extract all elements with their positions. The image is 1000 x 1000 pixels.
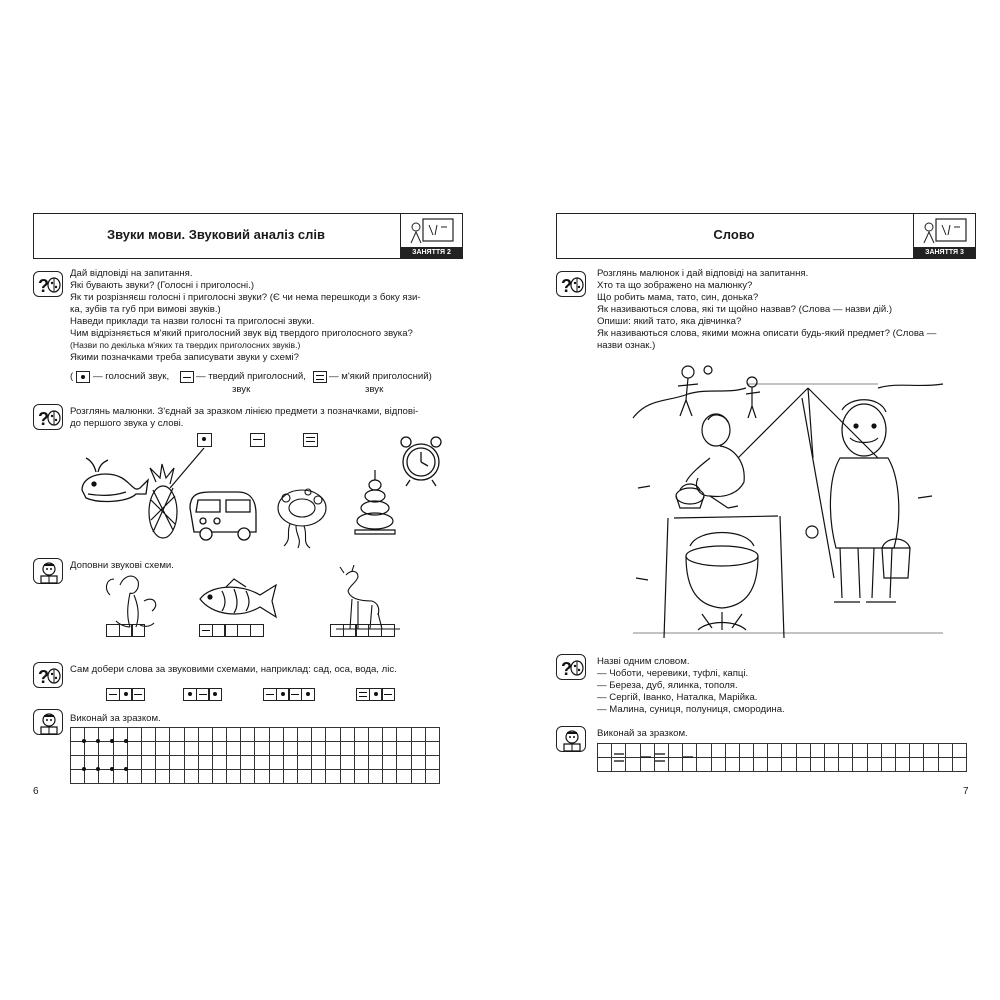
vowel-symbol-icon	[301, 688, 315, 701]
grid-cell[interactable]	[754, 758, 768, 772]
text-line: Опиши: який тато, яка дівчинка?	[597, 316, 742, 327]
right-title-box	[556, 213, 976, 259]
grid-cell[interactable]	[411, 728, 425, 742]
grid-cell[interactable]	[711, 758, 725, 772]
grid-cell[interactable]	[255, 742, 269, 756]
text-line: — Сергій, Іванко, Наталка, Марійка.	[597, 692, 758, 703]
text-line: ка, зубів та губ при вимові звуків.)	[70, 304, 221, 315]
grid-cell[interactable]	[156, 742, 170, 756]
grid-cell[interactable]	[867, 744, 881, 758]
soft-consonant-symbol-icon	[313, 371, 327, 383]
scheme-crayfish	[107, 624, 145, 637]
grid-cell[interactable]	[227, 756, 241, 770]
text-line: — Малина, суниця, полуниця, смородина.	[597, 704, 785, 715]
grid-cell[interactable]	[853, 758, 867, 772]
scheme-3	[264, 688, 315, 701]
grid-cell[interactable]	[853, 744, 867, 758]
grid-cell[interactable]	[212, 770, 226, 784]
text-line: Якими позначками треба записувати звуки у схемі?	[70, 352, 300, 363]
text-line: Назві одним словом.	[597, 656, 690, 667]
svg-text:?: ?	[38, 276, 49, 296]
lesson-badge	[913, 214, 975, 258]
grid-cell[interactable]	[340, 756, 354, 770]
text-line: Як називаються слова, якими можна описати будь-який предмет? (Слова —	[597, 328, 937, 339]
grid-cell[interactable]	[312, 742, 326, 756]
grid-cell[interactable]	[895, 758, 909, 772]
grid-cell[interactable]	[397, 770, 411, 784]
grid-cell[interactable]	[156, 756, 170, 770]
grid-cell[interactable]	[312, 770, 326, 784]
svg-text:?: ?	[38, 409, 49, 429]
text-line: Які бувають звуки? (Голосні і приголосні.)	[70, 280, 255, 291]
grid-cell[interactable]	[938, 744, 952, 758]
boy-reading-icon	[556, 726, 586, 752]
grid-cell[interactable]	[697, 758, 711, 772]
grid-cell[interactable]	[425, 770, 439, 784]
lesson-picture-icon	[407, 217, 457, 245]
grid-cell[interactable]	[198, 770, 212, 784]
lesson-badge	[400, 214, 462, 258]
grid-cell[interactable]	[711, 744, 725, 758]
grid-cell[interactable]	[867, 758, 881, 772]
text-line: — Береза, дуб, ялинка, тополя.	[597, 680, 738, 691]
grid-cell[interactable]	[796, 758, 810, 772]
grid-cell[interactable]	[782, 744, 796, 758]
grid-cell[interactable]	[425, 756, 439, 770]
legend-soft-1: — м'який приголосний)	[329, 371, 432, 382]
grid-cell[interactable]	[283, 756, 297, 770]
text-line: Наведи приклади та назви голосні та приголосні звуки.	[70, 316, 315, 327]
task2-pictures	[70, 430, 460, 550]
empty-sound-cell[interactable]	[131, 624, 145, 637]
grid-cell[interactable]	[326, 770, 340, 784]
text-line: Виконай за зразком.	[70, 713, 161, 724]
empty-sound-cell[interactable]	[250, 624, 264, 637]
grid-cell[interactable]	[269, 770, 283, 784]
lesson-label: ЗАНЯТТЯ 3	[914, 247, 975, 258]
grid-cell[interactable]	[170, 742, 184, 756]
pyramid-toy-picture	[355, 470, 395, 534]
empty-sound-cell[interactable]	[381, 624, 395, 637]
grid-cell[interactable]	[283, 728, 297, 742]
grid-cell[interactable]	[354, 770, 368, 784]
grid-cell[interactable]	[825, 758, 839, 772]
grid-cell[interactable]	[212, 756, 226, 770]
question-ladybug-icon	[33, 662, 63, 688]
legend-open-paren: (	[70, 371, 74, 382]
grid-cell[interactable]	[411, 742, 425, 756]
text-line: — Чоботи, черевики, туфлі, капці.	[597, 668, 749, 679]
grid-cell[interactable]	[170, 728, 184, 742]
pineapple-picture	[149, 464, 177, 538]
lesson-label: ЗАНЯТТЯ 2	[401, 247, 462, 258]
hard-consonant-symbol-icon	[180, 371, 194, 383]
grid-cell[interactable]	[810, 758, 824, 772]
grid-cell[interactable]	[255, 770, 269, 784]
grid-cell[interactable]	[269, 742, 283, 756]
grid-cell[interactable]	[255, 756, 269, 770]
grid-cell[interactable]	[697, 744, 711, 758]
text-line: Дай відповіді на запитання.	[70, 268, 193, 279]
grid-cell[interactable]	[768, 758, 782, 772]
legend-soft-2: звук	[365, 384, 384, 395]
grid-cell[interactable]	[298, 742, 312, 756]
grid-cell[interactable]	[411, 770, 425, 784]
grid-cell[interactable]	[839, 744, 853, 758]
svg-text:?: ?	[561, 276, 572, 296]
grid-cell[interactable]	[241, 770, 255, 784]
grid-cell[interactable]	[383, 756, 397, 770]
left-title-box	[33, 213, 463, 259]
grid-cell[interactable]	[924, 758, 938, 772]
grid-cell[interactable]	[425, 742, 439, 756]
grid-cell[interactable]	[739, 744, 753, 758]
grid-cell[interactable]	[368, 756, 382, 770]
grid-cell[interactable]	[383, 742, 397, 756]
page-number: 6	[33, 786, 39, 797]
text-line: Сам добери слова за звуковими схемами, наприклад: сад, оса, вода, ліс.	[70, 664, 397, 675]
grid-cell[interactable]	[782, 758, 796, 772]
grid-cell[interactable]	[241, 756, 255, 770]
grid-cell[interactable]	[283, 770, 297, 784]
grid-cell[interactable]	[354, 728, 368, 742]
grid-cell[interactable]	[354, 742, 368, 756]
grid-cell[interactable]	[924, 744, 938, 758]
page-title: Слово	[713, 227, 755, 242]
text-line: Як ти розрізняєш голосні і приголосні звуки? (Є чи нема перешкоди з боку язи-	[70, 292, 421, 303]
whale-picture	[82, 458, 148, 501]
grid-cell[interactable]	[725, 744, 739, 758]
grid-cell[interactable]	[198, 756, 212, 770]
grid-cell[interactable]	[170, 770, 184, 784]
grid-cell[interactable]	[397, 728, 411, 742]
fish-picture	[200, 579, 276, 617]
boy-reading-icon	[33, 709, 63, 735]
grid-cell[interactable]	[184, 728, 198, 742]
grid-cell[interactable]	[825, 744, 839, 758]
grid-cell[interactable]	[340, 742, 354, 756]
grid-cell[interactable]	[368, 770, 382, 784]
question-ladybug-icon	[556, 271, 586, 297]
grid-cell[interactable]	[739, 758, 753, 772]
grid-cell[interactable]	[312, 728, 326, 742]
grid-cell[interactable]	[326, 756, 340, 770]
grid-cell[interactable]	[754, 744, 768, 758]
family-camping-scene-picture	[628, 358, 948, 643]
scheme-1	[107, 688, 145, 701]
svg-text:?: ?	[38, 667, 49, 687]
grid-cell[interactable]	[952, 758, 966, 772]
question-ladybug-icon	[556, 654, 586, 680]
grid-cell[interactable]	[895, 744, 909, 758]
grid-cell[interactable]	[881, 744, 895, 758]
grid-cell[interactable]	[368, 742, 382, 756]
grid-cell[interactable]	[156, 728, 170, 742]
grid-cell[interactable]	[184, 770, 198, 784]
question-ladybug-icon	[33, 271, 63, 297]
text-line: Доповни звукові схеми.	[70, 560, 174, 571]
svg-text:?: ?	[561, 659, 572, 679]
grid-cell[interactable]	[340, 770, 354, 784]
grid-cell[interactable]	[298, 728, 312, 742]
vowel-symbol-icon	[76, 371, 90, 383]
grid-cell[interactable]	[397, 742, 411, 756]
grid-cell[interactable]	[383, 770, 397, 784]
page-title: Звуки мови. Звуковий аналіз слів	[107, 227, 325, 242]
scheme-fish	[200, 624, 264, 637]
legend-hard-1: — твердий приголосний,	[196, 371, 306, 382]
text-line: Розглянь малюнок і дай відповіді на запитання.	[597, 268, 809, 279]
text-line: Що робить мама, тато, син, донька?	[597, 292, 759, 303]
grid-cell[interactable]	[255, 728, 269, 742]
sample-connecting-line	[170, 448, 204, 488]
grid-cell[interactable]	[326, 728, 340, 742]
grid-cell[interactable]	[881, 758, 895, 772]
grid-cell[interactable]	[397, 756, 411, 770]
lesson-picture-icon	[920, 217, 970, 245]
text-line: Хто та що зображено на малюнку?	[597, 280, 753, 291]
grid-cell[interactable]	[368, 728, 382, 742]
grid-cell[interactable]	[810, 744, 824, 758]
grid-cell[interactable]	[298, 756, 312, 770]
text-line: Розглянь малюнки. З'єднай за зразком лінією предмети з позначками, відпові-	[70, 406, 419, 417]
grid-cell[interactable]	[269, 728, 283, 742]
wreath-picture	[278, 489, 326, 548]
grid-cell[interactable]	[212, 742, 226, 756]
boy-reading-icon	[33, 558, 63, 584]
grid-cell[interactable]	[411, 756, 425, 770]
grid-cell[interactable]	[952, 744, 966, 758]
hard-consonant-symbol-icon	[131, 688, 145, 701]
question-ladybug-icon	[33, 404, 63, 430]
bus-picture	[190, 492, 256, 540]
grid-sample-dots	[70, 727, 150, 787]
grid-cell[interactable]	[184, 742, 198, 756]
text-line: до першого звука у слові.	[70, 418, 184, 429]
grid-cell[interactable]	[198, 728, 212, 742]
text-line: (Назви по декілька м'яких та твердих приголосних звуків.)	[70, 340, 301, 350]
grid-cell[interactable]	[156, 770, 170, 784]
grid-cell[interactable]	[340, 728, 354, 742]
page-number: 7	[963, 786, 969, 797]
grid-cell[interactable]	[198, 742, 212, 756]
grid-sample-marks	[597, 743, 697, 773]
right-page	[500, 0, 1000, 1000]
scheme-4	[357, 688, 395, 701]
vowel-symbol-icon	[208, 688, 222, 701]
grid-cell[interactable]	[796, 744, 810, 758]
grid-cell[interactable]	[768, 744, 782, 758]
grid-cell[interactable]	[227, 742, 241, 756]
text-line: назви ознак.)	[597, 340, 656, 351]
hard-consonant-symbol-icon	[381, 688, 395, 701]
text-line: Чим відрізняється м'який приголосний звук від твердого приголосного звука?	[70, 328, 413, 339]
grid-cell[interactable]	[170, 756, 184, 770]
grid-cell[interactable]	[910, 744, 924, 758]
scheme-fawn	[331, 624, 395, 637]
grid-cell[interactable]	[938, 758, 952, 772]
legend-hard-2: звук	[232, 384, 251, 395]
alarm-clock-picture	[401, 437, 441, 486]
grid-cell[interactable]	[383, 728, 397, 742]
text-line: Виконай за зразком.	[597, 728, 688, 739]
scheme-2	[184, 688, 222, 701]
crayfish-picture	[107, 576, 156, 627]
grid-cell[interactable]	[184, 756, 198, 770]
grid-cell[interactable]	[241, 728, 255, 742]
grid-cell[interactable]	[241, 742, 255, 756]
grid-cell[interactable]	[326, 742, 340, 756]
grid-cell[interactable]	[725, 758, 739, 772]
fawn-picture	[336, 565, 400, 629]
grid-cell[interactable]	[839, 758, 853, 772]
grid-cell[interactable]	[269, 756, 283, 770]
grid-cell[interactable]	[227, 728, 241, 742]
legend-vowel: — голосний звук,	[93, 371, 170, 382]
grid-cell[interactable]	[425, 728, 439, 742]
grid-cell[interactable]	[283, 742, 297, 756]
grid-cell[interactable]	[298, 770, 312, 784]
grid-cell[interactable]	[227, 770, 241, 784]
grid-cell[interactable]	[910, 758, 924, 772]
grid-cell[interactable]	[312, 756, 326, 770]
grid-cell[interactable]	[354, 756, 368, 770]
grid-cell[interactable]	[212, 728, 226, 742]
text-line: Як називаються слова, які ти щойно назвав? (Слова — назви дій.)	[597, 304, 893, 315]
